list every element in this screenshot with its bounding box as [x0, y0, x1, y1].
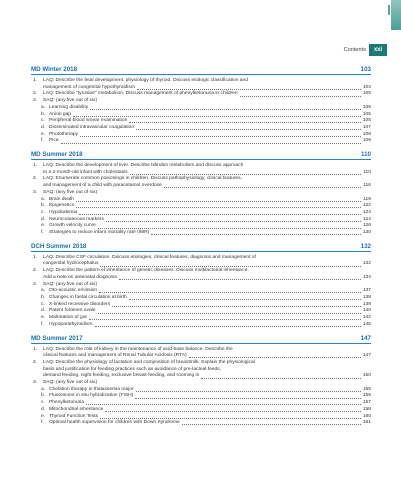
entry-page: 105	[362, 111, 371, 117]
leader-dots	[119, 279, 361, 280]
leader-dots	[151, 234, 361, 235]
subentry-text: Anion gap	[49, 111, 72, 117]
entry-page: 132	[362, 261, 371, 267]
toc-section	[31, 66, 371, 145]
entry-text: SAQ: (any five out of six)	[43, 380, 98, 386]
toc-subentry[interactable]	[31, 125, 371, 132]
subentry-letter: f.	[41, 138, 44, 144]
subentry-letter: e.	[41, 223, 46, 229]
toc-entry[interactable]	[31, 163, 371, 176]
subentry-letter: d.	[41, 124, 46, 130]
subentry-text: Chelation therapy in thalassemia major	[49, 386, 134, 392]
page-number-badge: xxi	[369, 44, 387, 56]
entry-number: 1.	[33, 346, 38, 352]
leader-dots	[129, 122, 361, 123]
toc-subentry[interactable]	[31, 315, 371, 322]
leader-dots	[164, 187, 361, 188]
section-heading[interactable]	[31, 66, 371, 75]
entry-number: 3.	[33, 281, 38, 287]
toc-entry[interactable]	[31, 98, 371, 105]
toc-subentry[interactable]	[31, 295, 371, 302]
leader-dots	[189, 357, 361, 358]
leader-dots	[106, 221, 361, 222]
subentry-letter: f.	[41, 230, 44, 236]
subentry-letter: b.	[41, 203, 46, 209]
table-of-contents	[31, 60, 371, 430]
entry-first-line	[31, 360, 371, 367]
subentry-text: Changes in foetal circulation at birth	[49, 294, 127, 300]
subentry-text: Hypoparathyroidism	[49, 321, 93, 327]
entry-first-line	[31, 163, 371, 170]
entry-text: LAQ: Describe the role of kidney in the maintenance of acid-base balance. Describe the	[43, 346, 233, 352]
toc-subentry[interactable]	[31, 210, 371, 217]
subentry-text: Peripheral blood smear examination	[49, 118, 128, 124]
entry-text: management of congenital hypothyroidism	[43, 84, 135, 90]
leader-dots	[61, 143, 361, 144]
entry-page: 138	[362, 294, 371, 300]
section-title: MD Summer 2018	[31, 151, 83, 159]
toc-entry[interactable]	[31, 176, 371, 189]
entry-continuation	[31, 353, 371, 360]
subentry-text: Oto-acoustic emission	[49, 288, 98, 294]
entry-text: LAQ: Describe the development of liver. Describe bilirubin metabolism and discuss approach	[43, 163, 244, 169]
entry-number: 2.	[33, 176, 38, 182]
entry-page: 126	[362, 223, 371, 229]
leader-dots	[137, 89, 361, 90]
subentry-text: Learning disability	[49, 104, 89, 110]
subentry-letter: c.	[41, 301, 45, 307]
entry-text: LAQ: Describe the fetal development, physiology of thyroid. Discuss etiologic classification and	[43, 78, 248, 83]
leader-dots	[99, 292, 361, 293]
entry-number: 2.	[33, 268, 38, 274]
entry-page: 105	[362, 91, 371, 97]
subentry-text: Patent foramen ovale	[49, 308, 96, 314]
subentry-letter: b.	[41, 294, 46, 300]
section-page: 132	[360, 242, 371, 250]
entry-page: 119	[363, 196, 371, 202]
subentry-letter: a.	[41, 196, 46, 202]
subentry-text: Neurocutaneous markers	[49, 216, 104, 222]
entry-page: 134	[362, 274, 371, 280]
toc-section	[31, 335, 371, 427]
entry-page: 122	[362, 203, 371, 209]
entry-text: clinical features and management of Renal Tubular Acidosis (RTA)	[43, 353, 187, 359]
entry-page: 160	[362, 413, 371, 419]
entry-number: 1.	[33, 163, 38, 169]
subentry-letter: b.	[41, 111, 46, 117]
entry-page: 140	[362, 308, 371, 314]
subentry-letter: c.	[41, 118, 45, 124]
entry-number: 3.	[33, 380, 38, 386]
toc-subentry[interactable]	[31, 138, 371, 145]
subentry-letter: d.	[41, 216, 46, 222]
subentry-letter: d.	[41, 406, 46, 412]
leader-dots	[240, 96, 361, 97]
section-page: 103	[360, 66, 371, 73]
leader-dots	[98, 228, 361, 229]
subentry-text: Phototherapy	[49, 131, 79, 137]
entry-number: 3.	[33, 189, 38, 195]
toc-entry[interactable]	[31, 78, 371, 91]
section-heading[interactable]	[31, 335, 371, 344]
leader-dots	[76, 207, 361, 208]
entry-page: 124	[362, 209, 371, 215]
leader-dots	[112, 306, 361, 307]
toc-entry[interactable]	[31, 190, 371, 197]
entry-page: 155	[362, 386, 371, 392]
leader-dots	[136, 129, 361, 130]
entry-page: 110	[363, 169, 371, 175]
toc-subentry[interactable]	[31, 420, 371, 427]
subentry-letter: e.	[41, 315, 46, 321]
toc-section	[31, 151, 371, 237]
entry-page: 142	[362, 315, 371, 321]
entry-text: basis and justification for feeding practices such as avoidance of pre-lacteal feeds,	[43, 366, 222, 372]
entry-page: 107	[362, 124, 371, 130]
entry-number: 1.	[33, 78, 38, 83]
subentry-text: Disseminated intravascular coagulation	[49, 124, 135, 130]
entry-page: 137	[362, 288, 371, 294]
section-page: 147	[360, 334, 371, 342]
subentry-text: Pica	[49, 138, 59, 144]
entry-page: 116	[363, 183, 371, 189]
subentry-letter: d.	[41, 308, 46, 314]
leader-dots	[130, 174, 362, 175]
page-header	[344, 44, 387, 56]
entry-text: LAQ: Describe CSF circulation. Discuss etiologies, clinical features, diagnosis and management of	[43, 254, 256, 260]
toc-entry[interactable]	[31, 268, 371, 281]
entry-text: Add a note on antenatal diagnosis	[43, 274, 117, 280]
entry-page: 103	[362, 84, 371, 90]
entry-continuation	[31, 373, 371, 380]
entry-page: 105	[362, 118, 371, 124]
subentry-letter: e.	[41, 131, 46, 137]
entry-text: to a 2-month-old infant with cholestasis	[43, 169, 128, 175]
entry-page: 161	[362, 420, 371, 426]
subentry-letter: f.	[41, 420, 44, 426]
toc-subentry[interactable]	[31, 197, 371, 204]
section-title: MD Summer 2017	[31, 334, 83, 342]
entry-text: LAQ: Enumerate common poisonings in children. Discuss pathophysiology, clinical features,	[43, 176, 242, 182]
entry-page: 155	[362, 393, 371, 399]
toc-entry[interactable]	[31, 360, 371, 380]
section-title: DCH Summer 2018	[31, 242, 87, 250]
subentry-text: Epigenetics	[49, 203, 75, 209]
subentry-text: Growth velocity curve	[49, 223, 96, 229]
section-page: 110	[361, 151, 371, 159]
entry-page: 109	[362, 138, 371, 144]
leader-dots	[182, 424, 361, 425]
toc-subentry[interactable]	[31, 105, 371, 112]
entry-number: 1.	[33, 254, 38, 260]
entry-page: 108	[362, 131, 371, 137]
entry-page: 150	[362, 373, 371, 379]
toc-entry[interactable]	[31, 347, 371, 360]
subentry-text: X-linked recessive disorders	[49, 301, 111, 307]
page-corner-tab	[391, 0, 401, 30]
entry-text: SAQ: (any five out of six)	[43, 98, 98, 104]
entry-text: LAQ: Describe the physiology of lactation and composition of breastmilk. Explain the physiological	[43, 359, 255, 365]
leader-dots	[105, 411, 360, 412]
subentry-letter: b.	[41, 393, 46, 399]
subentry-text: Optimal health supervision for children with Down Syndrome	[49, 420, 180, 426]
subentry-text: Brain death	[49, 196, 75, 202]
entry-text: LAQ: Describe the pattern of inheritance of genetic diseases. Discuss multifactorial inheritance.	[43, 268, 249, 274]
subentry-letter: e.	[41, 413, 46, 419]
leader-dots	[89, 319, 361, 320]
entry-page: 147	[362, 353, 371, 359]
subentry-text: Phenylketonuria	[49, 400, 85, 406]
subentry-text: Malrotation of gut	[49, 315, 87, 321]
leader-dots	[86, 404, 361, 405]
subentry-text: Mitochondrial inheritance	[49, 406, 104, 412]
leader-dots	[95, 326, 361, 327]
subentry-text: Thyroid Function Tests	[49, 413, 99, 419]
subentry-letter: c.	[41, 209, 45, 215]
subentry-letter: c.	[41, 400, 45, 406]
entry-page: 158	[362, 406, 371, 412]
leader-dots	[129, 299, 361, 300]
entry-last-line	[43, 353, 371, 360]
entry-number: 2.	[33, 359, 38, 365]
leader-dots	[90, 109, 361, 110]
toc-subentry[interactable]	[31, 322, 371, 329]
subentry-letter: a.	[41, 104, 46, 110]
section-title: MD Winter 2018	[31, 66, 78, 73]
leader-dots	[80, 136, 361, 137]
toc-entry[interactable]	[31, 380, 371, 387]
leader-dots	[79, 214, 361, 215]
entry-text: SAQ: (any five out of six)	[43, 189, 98, 195]
entry-number: 3.	[33, 98, 38, 104]
entry-page: 124	[362, 216, 371, 222]
leader-dots	[201, 378, 360, 379]
entry-text: LAQ: Describe “tyrosine” metabolism. Discuss management of phenylketonuria in children	[43, 91, 238, 97]
entry-continuation	[31, 275, 371, 282]
entry-page: 145	[362, 321, 371, 327]
toc-subentry[interactable]	[31, 203, 371, 210]
entry-text: SAQ: (any five out of six)	[43, 281, 98, 287]
entry-last-line	[43, 275, 371, 282]
leader-dots	[136, 391, 361, 392]
running-head: Contents	[343, 47, 366, 53]
entry-last-line	[43, 373, 371, 380]
entry-text: and management of a child with paracetamol overdose	[43, 183, 162, 189]
subentry-letter: f.	[41, 321, 44, 327]
entry-first-line	[31, 78, 371, 85]
entry-page: 139	[362, 301, 371, 307]
entry-text: demand feeding, night feeding, exclusive breast-feeding, and rooming in	[43, 373, 200, 379]
section-heading[interactable]	[31, 151, 371, 160]
toc-subentry[interactable]	[31, 230, 371, 237]
toc-subentry[interactable]	[31, 118, 371, 125]
entry-number: 2.	[33, 91, 38, 97]
entry-continuation	[31, 183, 371, 190]
toc-entry[interactable]	[31, 255, 371, 268]
entry-last-line	[43, 183, 371, 190]
subentry-letter: a.	[41, 386, 46, 392]
subentry-text: Fluorescent in situ hybridization (FISH)	[49, 393, 134, 399]
leader-dots	[100, 266, 360, 267]
subentry-text: Strategies to reduce infant mortality rate (IMR)	[49, 230, 150, 236]
entry-first-line	[31, 268, 371, 275]
entry-text: congenital hydrocephalus	[43, 261, 99, 267]
leader-dots	[135, 398, 361, 399]
toc-section	[31, 243, 371, 329]
entry-page: 130	[362, 230, 371, 236]
toc-subentry[interactable]	[31, 288, 371, 295]
toc-subentry[interactable]	[31, 400, 371, 407]
toc-subentry[interactable]	[31, 407, 371, 414]
subentry-text: Hypokalemia	[49, 209, 78, 215]
leader-dots	[73, 116, 361, 117]
section-heading[interactable]	[31, 243, 371, 252]
leader-dots	[98, 313, 361, 314]
entry-page: 157	[362, 400, 371, 406]
toc-subentry[interactable]	[31, 132, 371, 139]
entry-page: 105	[362, 104, 371, 110]
leader-dots	[100, 418, 361, 419]
leader-dots	[76, 201, 361, 202]
subentry-letter: a.	[41, 288, 46, 294]
